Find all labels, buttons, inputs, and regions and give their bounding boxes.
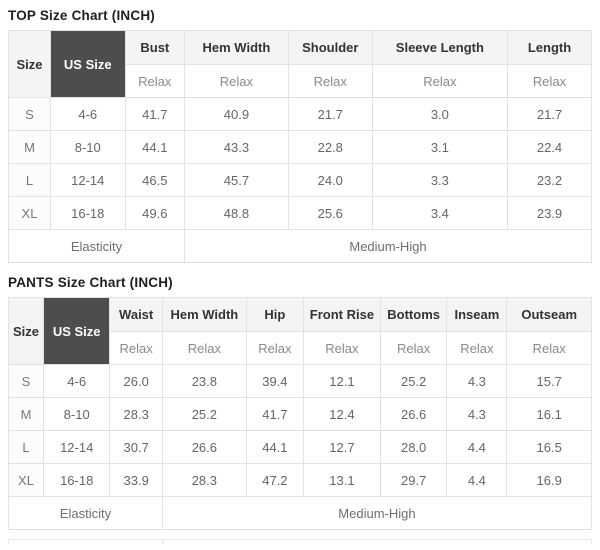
relax-fit-cell: Relax [125, 65, 184, 98]
measurement-value-cell: 12.4 [303, 398, 380, 431]
measurement-value-cell: 3.0 [372, 98, 507, 131]
measurement-value-cell: 4.4 [447, 431, 507, 464]
size-column-header: Size [9, 31, 51, 98]
measurement-value-cell: 16.9 [507, 464, 592, 497]
measurement-column-header: Shoulder [288, 31, 372, 65]
measurement-value-cell: 25.2 [162, 398, 246, 431]
cut-off-next-row [8, 539, 592, 544]
us-size-column-header: US Size [50, 31, 125, 98]
measurement-value-cell: 40.9 [185, 98, 289, 131]
measurement-column-header: Inseam [447, 298, 507, 332]
measurement-value-cell: 28.3 [162, 464, 246, 497]
elasticity-label-cell: Elasticity [9, 230, 185, 263]
measurement-column-header: Sleeve Length [372, 31, 507, 65]
relax-fit-cell: Relax [447, 332, 507, 365]
size-column-header: Size [9, 298, 44, 365]
measurement-column-header: Bust [125, 31, 184, 65]
measurement-value-cell: 44.1 [246, 431, 303, 464]
us-size-cell: 4-6 [50, 98, 125, 131]
relax-fit-cell: Relax [185, 65, 289, 98]
measurement-value-cell: 49.6 [125, 197, 184, 230]
relax-fit-cell: Relax [507, 332, 592, 365]
relax-fit-cell: Relax [372, 65, 507, 98]
size-cell: XL [9, 464, 44, 497]
table-row [9, 365, 592, 398]
elasticity-row [9, 230, 592, 263]
measurement-value-cell: 41.7 [246, 398, 303, 431]
measurement-value-cell: 16.1 [507, 398, 592, 431]
measurement-value-cell: 4.3 [447, 398, 507, 431]
pants-size-chart-section [8, 275, 592, 530]
measurement-column-header: Hem Width [185, 31, 289, 65]
measurement-column-header: Waist [110, 298, 162, 332]
us-size-cell: 16-18 [50, 197, 125, 230]
cut-off-row-value-cell [162, 539, 592, 544]
measurement-value-cell: 23.8 [162, 365, 246, 398]
measurement-value-cell: 47.2 [246, 464, 303, 497]
measurement-value-cell: 48.8 [185, 197, 289, 230]
table-row [9, 398, 592, 431]
measurement-value-cell: 44.1 [125, 131, 184, 164]
measurement-value-cell: 25.2 [380, 365, 446, 398]
measurement-value-cell: 28.3 [110, 398, 162, 431]
us-size-cell: 12-14 [43, 431, 109, 464]
table-row [9, 431, 592, 464]
relax-fit-cell: Relax [110, 332, 162, 365]
measurement-value-cell: 3.1 [372, 131, 507, 164]
header-row-1 [9, 31, 592, 65]
measurement-column-header: Hip [246, 298, 303, 332]
measurement-value-cell: 23.9 [508, 197, 592, 230]
measurement-value-cell: 26.6 [380, 398, 446, 431]
size-cell: S [9, 365, 44, 398]
measurement-column-header: Front Rise [303, 298, 380, 332]
table-row [9, 131, 592, 164]
measurement-value-cell: 45.7 [185, 164, 289, 197]
measurement-value-cell: 21.7 [288, 98, 372, 131]
measurement-value-cell: 16.5 [507, 431, 592, 464]
pants-chart-title: PANTS Size Chart (INCH) [8, 275, 173, 290]
measurement-value-cell: 4.3 [447, 365, 507, 398]
measurement-value-cell: 24.0 [288, 164, 372, 197]
cut-off-row-label-cell [8, 539, 162, 544]
measurement-value-cell: 46.5 [125, 164, 184, 197]
measurement-value-cell: 28.0 [380, 431, 446, 464]
table-row [9, 464, 592, 497]
size-cell: XL [9, 197, 51, 230]
relax-fit-cell: Relax [303, 332, 380, 365]
measurement-value-cell: 22.8 [288, 131, 372, 164]
us-size-cell: 12-14 [50, 164, 125, 197]
measurement-value-cell: 23.2 [508, 164, 592, 197]
measurement-value-cell: 12.1 [303, 365, 380, 398]
measurement-value-cell: 39.4 [246, 365, 303, 398]
measurement-value-cell: 29.7 [380, 464, 446, 497]
relax-fit-cell: Relax [246, 332, 303, 365]
measurement-column-header: Hem Width [162, 298, 246, 332]
top-size-chart-table [8, 30, 592, 263]
measurement-value-cell: 33.9 [110, 464, 162, 497]
size-cell: S [9, 98, 51, 131]
measurement-value-cell: 3.4 [372, 197, 507, 230]
elasticity-row [9, 497, 592, 530]
size-cell: M [9, 131, 51, 164]
top-size-chart-section [8, 8, 592, 263]
measurement-column-header: Length [508, 31, 592, 65]
us-size-cell: 8-10 [50, 131, 125, 164]
table-row [9, 164, 592, 197]
measurement-value-cell: 26.6 [162, 431, 246, 464]
table-row [9, 197, 592, 230]
relax-fit-cell: Relax [162, 332, 246, 365]
us-size-column-header: US Size [43, 298, 109, 365]
measurement-value-cell: 12.7 [303, 431, 380, 464]
measurement-value-cell: 15.7 [507, 365, 592, 398]
size-cell: L [9, 164, 51, 197]
us-size-cell: 4-6 [43, 365, 109, 398]
relax-fit-cell: Relax [380, 332, 446, 365]
table-row [9, 98, 592, 131]
us-size-cell: 8-10 [43, 398, 109, 431]
header-row-1 [9, 298, 592, 332]
measurement-value-cell: 13.1 [303, 464, 380, 497]
measurement-value-cell: 21.7 [508, 98, 592, 131]
measurement-value-cell: 3.3 [372, 164, 507, 197]
measurement-column-header: Bottoms [380, 298, 446, 332]
size-cell: M [9, 398, 44, 431]
measurement-value-cell: 4.4 [447, 464, 507, 497]
us-size-cell: 16-18 [43, 464, 109, 497]
elasticity-value-cell: Medium-High [185, 230, 592, 263]
size-cell: L [9, 431, 44, 464]
measurement-value-cell: 25.6 [288, 197, 372, 230]
measurement-value-cell: 41.7 [125, 98, 184, 131]
elasticity-value-cell: Medium-High [162, 497, 591, 530]
measurement-value-cell: 30.7 [110, 431, 162, 464]
top-chart-title: TOP Size Chart (INCH) [8, 8, 155, 23]
relax-fit-cell: Relax [508, 65, 592, 98]
relax-fit-cell: Relax [288, 65, 372, 98]
elasticity-label-cell: Elasticity [9, 497, 163, 530]
pants-size-chart-table [8, 297, 592, 530]
measurement-value-cell: 22.4 [508, 131, 592, 164]
measurement-column-header: Outseam [507, 298, 592, 332]
measurement-value-cell: 26.0 [110, 365, 162, 398]
measurement-value-cell: 43.3 [185, 131, 289, 164]
